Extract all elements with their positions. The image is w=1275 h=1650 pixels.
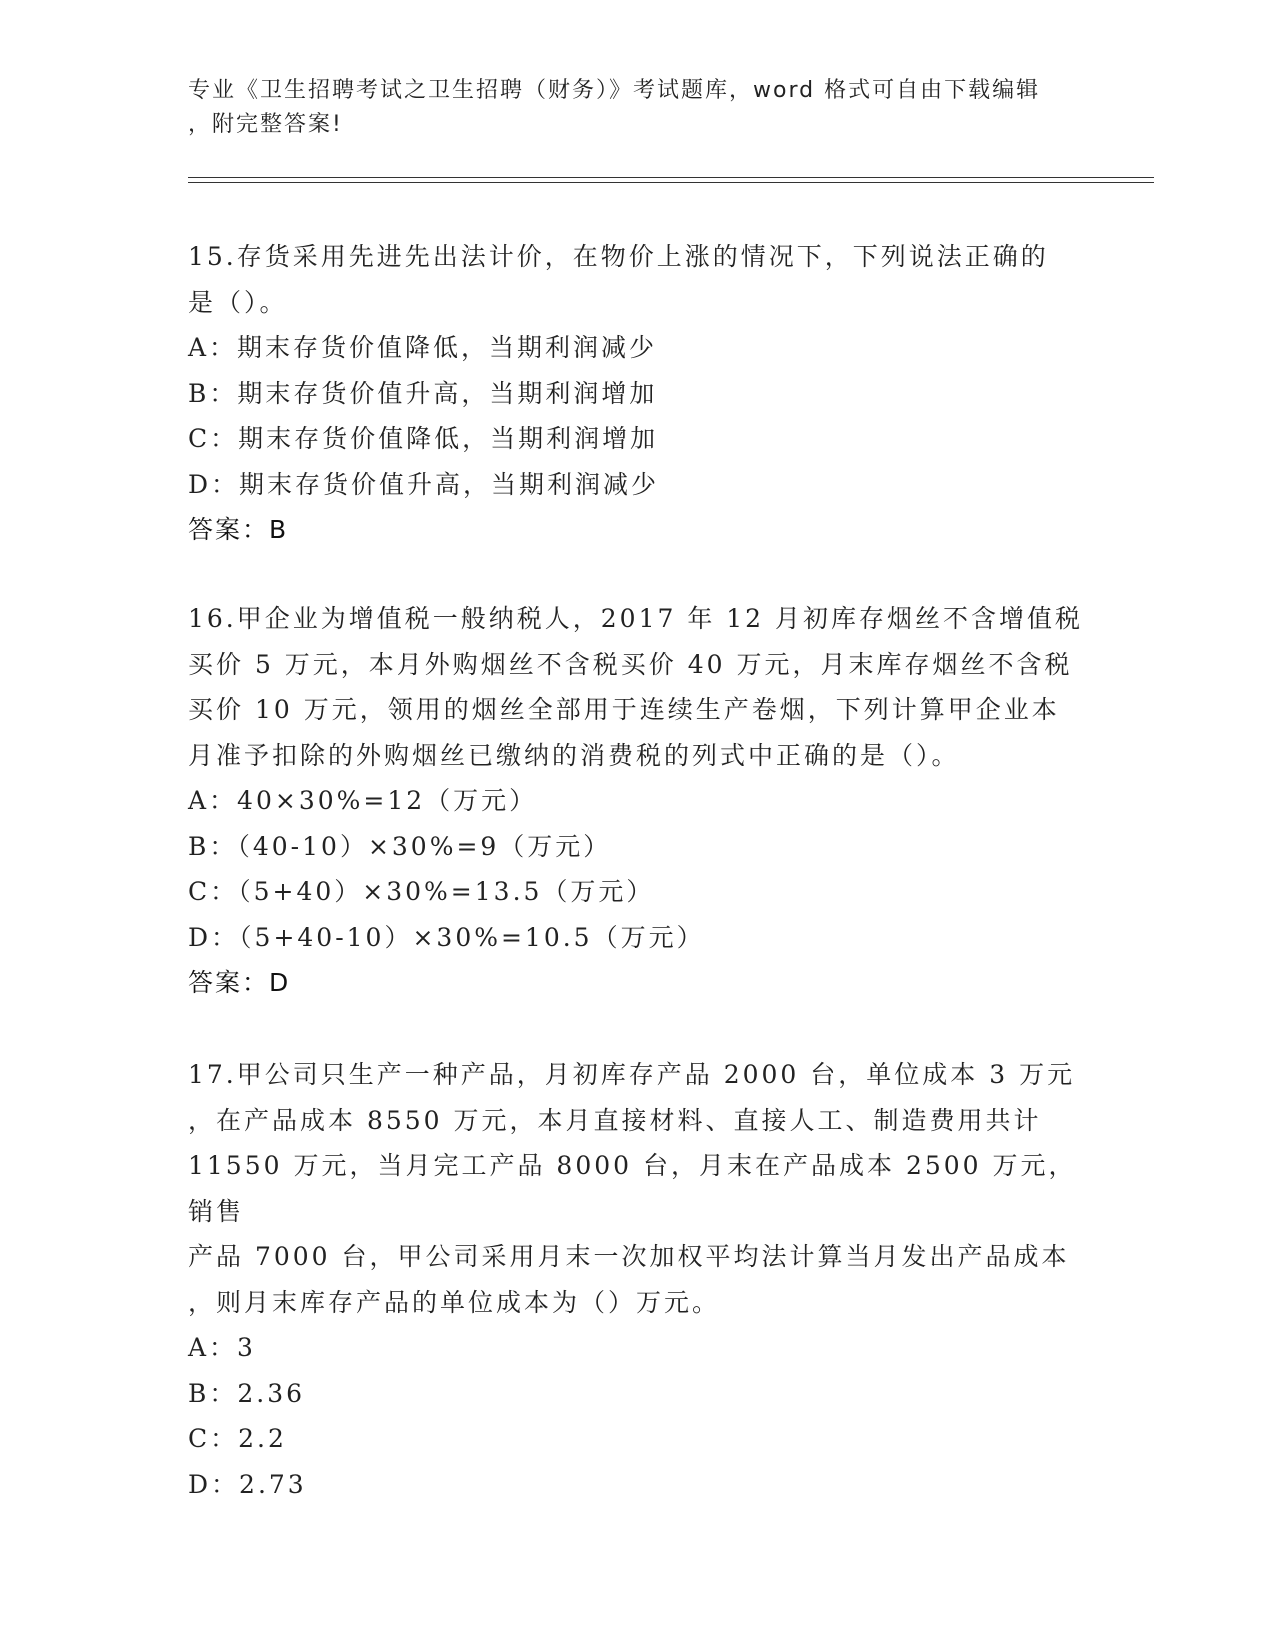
option-c: C：（5+40）×30%=13.5（万元）: [188, 877, 655, 906]
document-header: [188, 74, 1088, 142]
option-a: A：40×30%=12（万元）: [188, 786, 538, 815]
option-a: A：期末存货价值降低，当期利润减少: [188, 333, 658, 362]
question-15: [188, 234, 1088, 552]
question-stem-line: 买价 10 万元，领用的烟丝全部用于连续生产卷烟，下列计算甲企业本: [188, 695, 1060, 724]
question-stem-line: 16.甲企业为增值税一般纳税人，2017 年 12 月初库存烟丝不含增值税: [188, 604, 1084, 633]
option-a: A：3: [188, 1333, 256, 1362]
question-stem-line: 是（）。: [188, 287, 288, 317]
question-stem-line: 月准予扣除的外购烟丝已缴纳的消费税的列式中正确的是（）。: [188, 740, 960, 770]
option-d: D：2.73: [188, 1469, 307, 1499]
answer-label: 答案：B: [188, 515, 289, 544]
option-b: B：2.36: [188, 1378, 306, 1408]
header-line-1: 专业《卫生招聘考试之卫生招聘（财务）》考试题库，word 格式可自由下载编辑: [188, 78, 1041, 103]
question-stem-line: 产品 7000 台，甲公司采用月末一次加权平均法计算当月发出产品成本: [188, 1242, 1070, 1271]
option-b: B：期末存货价值升高，当期利润增加: [188, 378, 658, 408]
option-d: D：（5+40-10）×30%=10.5（万元）: [188, 922, 705, 952]
option-c: C：期末存货价值降低，当期利润增加: [188, 424, 659, 453]
question-stem-line: 17.甲公司只生产一种产品，月初库存产品 2000 台，单位成本 3 万元: [188, 1060, 1076, 1089]
question-16: [188, 596, 1088, 1005]
question-stem-line: 买价 5 万元，本月外购烟丝不含税买价 40 万元，月末库存烟丝不含税: [188, 649, 1073, 679]
question-stem-line: ，在产品成本 8550 万元，本月直接材料、直接人工、制造费用共计: [188, 1105, 1042, 1135]
header-line-2: ，附完整答案!: [188, 112, 343, 137]
header-divider-top: [188, 177, 1154, 178]
question-stem-line: ，则月末库存产品的单位成本为（）万元。: [188, 1287, 721, 1317]
option-b: B：（40-10）×30%=9（万元）: [188, 831, 612, 861]
header-divider-bottom: [188, 182, 1154, 183]
option-d: D：期末存货价值升高，当期利润减少: [188, 469, 660, 499]
question-stem-line: 15.存货采用先进先出法计价，在物价上涨的情况下，下列说法正确的: [188, 242, 1049, 271]
answer-label: 答案：D: [188, 968, 291, 997]
question-17: [188, 1052, 1088, 1507]
question-stem-line: 11550 万元，当月完工产品 8000 台，月末在产品成本 2500 万元，销售: [188, 1151, 1077, 1226]
option-c: C：2.2: [188, 1424, 287, 1453]
